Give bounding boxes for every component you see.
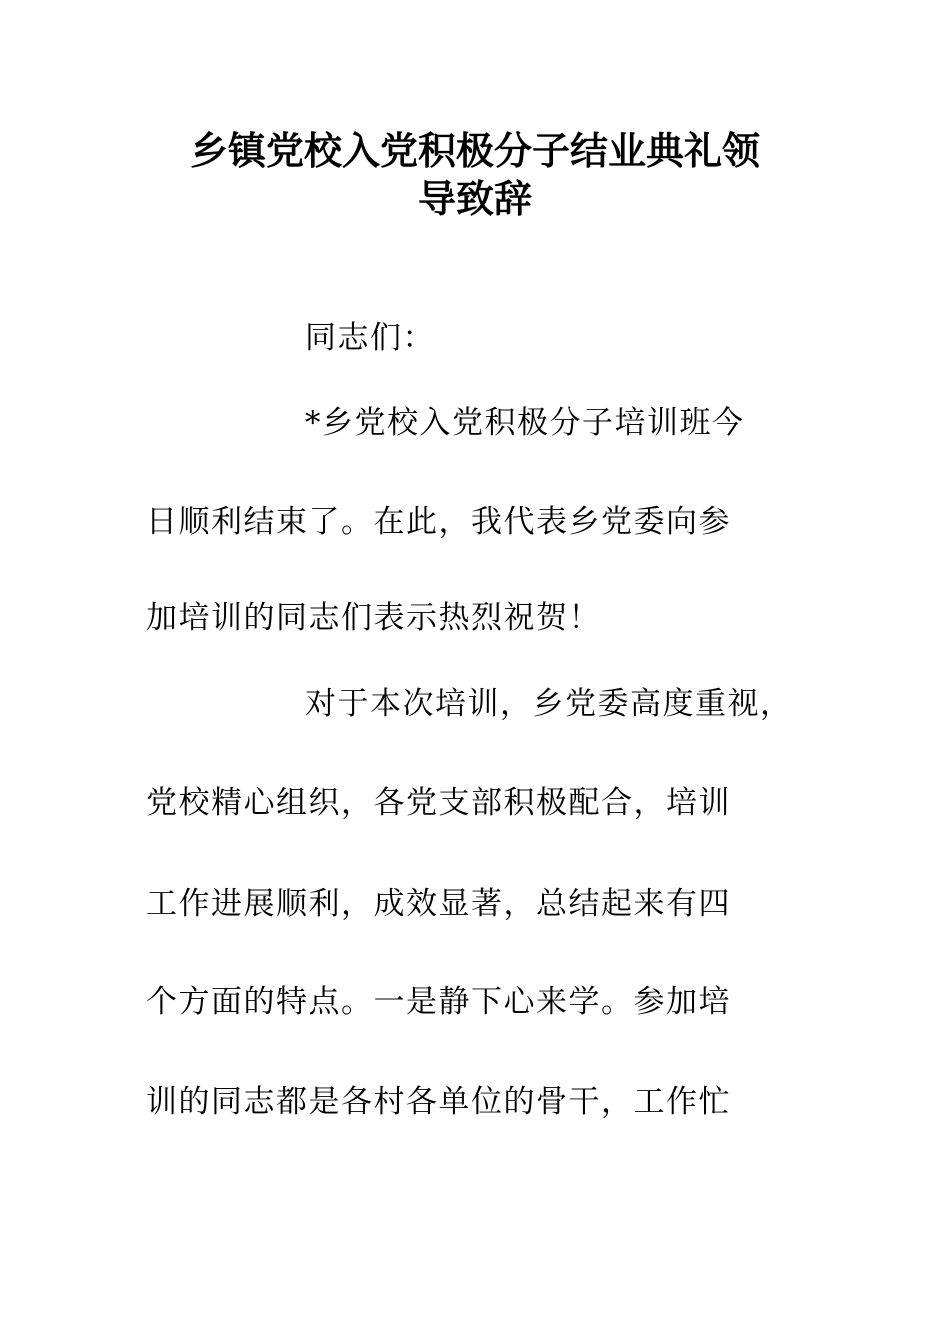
body-line: 对于本次培训，乡党委高度重视， — [305, 686, 793, 722]
document-title-line-1: 乡镇党校入党积极分子结业典礼领 — [189, 129, 760, 173]
body-line: 日顺利结束了。在此，我代表乡党委向参 — [146, 504, 731, 540]
body-line: *乡党校入党积极分子培训班今 — [305, 405, 745, 441]
document-title-line-2: 导致辞 — [417, 177, 532, 221]
body-line: 加培训的同志们表示热烈祝贺！ — [146, 600, 601, 636]
salutation: 同志们： — [305, 320, 435, 356]
body-line: 党校精心组织，各党支部积极配合，培训 — [146, 785, 731, 821]
body-line: 工作进展顺利，成效显著，总结起来有四 — [146, 886, 731, 922]
body-line: 个方面的特点。一是静下心来学。参加培 — [146, 984, 731, 1020]
body-line: 训的同志都是各村各单位的骨干，工作忙 — [146, 1084, 731, 1120]
